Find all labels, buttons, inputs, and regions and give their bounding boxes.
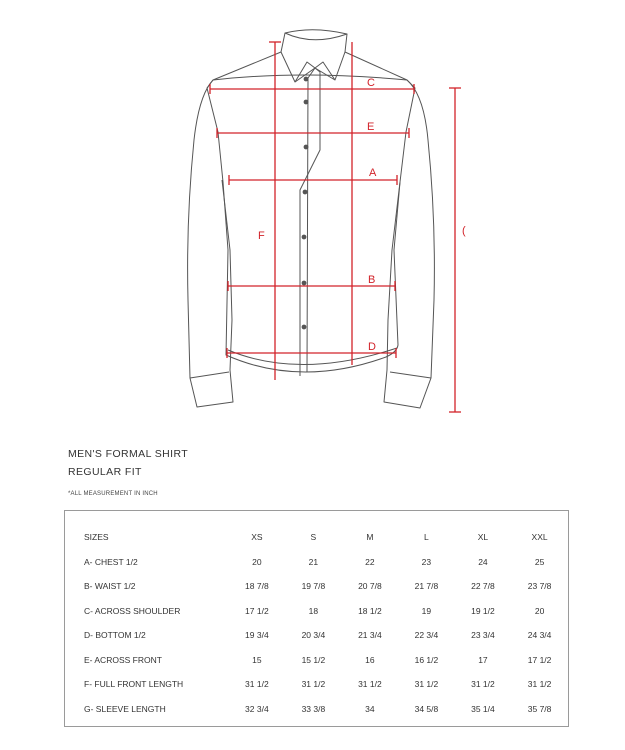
measurement-label: E- ACROSS FRONT: [84, 654, 162, 665]
measurement-value: 24 3/4: [527, 630, 552, 641]
measurement-value: 20 7/8: [358, 581, 382, 592]
measurement-value: 20: [534, 605, 545, 616]
table-header-row: [65, 525, 568, 550]
button: [303, 190, 308, 195]
measurement-value: 19: [421, 605, 432, 616]
measurement-value: 31 1/2: [358, 679, 382, 690]
table-row: [65, 550, 568, 575]
measurement-value: 18: [308, 605, 319, 616]
measurement-value: 18 7/8: [245, 581, 269, 592]
shirt-body: [207, 52, 415, 372]
label-a: A: [369, 167, 377, 179]
button: [304, 77, 309, 82]
size-header: XS: [251, 532, 263, 543]
measurement-value: 21 7/8: [414, 581, 439, 592]
table-row: [65, 648, 568, 673]
size-chart: [64, 510, 569, 727]
table-row: [65, 672, 568, 697]
table-row: [65, 574, 568, 599]
placket-edge: [307, 68, 315, 372]
collar: [281, 30, 347, 82]
measurement-value: 22 3/4: [414, 630, 439, 641]
measurement-value: 23 3/4: [471, 630, 495, 641]
size-header: XL: [477, 532, 489, 543]
measurement-value: 15 1/2: [301, 654, 326, 665]
measurement-label: A- CHEST 1/2: [84, 556, 138, 567]
table-row: [65, 623, 568, 648]
size-header: M: [366, 532, 374, 543]
left-cuff: [190, 372, 229, 378]
measurement-label: C- ACROSS SHOULDER: [84, 605, 181, 616]
label-c: C: [367, 77, 375, 89]
measurement-value: 19 3/4: [245, 630, 269, 641]
size-table: [65, 525, 568, 721]
button: [304, 145, 309, 150]
product-title: MEN'S FORMAL SHIRT: [68, 448, 189, 460]
measurement-value: 25: [534, 556, 545, 567]
measurement-value: 31 1/2: [245, 679, 269, 690]
measurement-value: 15: [252, 654, 262, 665]
button: [302, 325, 307, 330]
measurement-note: *ALL MEASUREMENT IN INCH: [68, 491, 158, 497]
measurement-value: 31 1/2: [301, 679, 326, 690]
measurement-value: 19 7/8: [301, 581, 326, 592]
measurement-value: 21 3/4: [358, 630, 382, 641]
label-e: E: [367, 121, 375, 133]
measurement-value: 23: [421, 556, 432, 567]
measurement-value: 17 1/2: [245, 605, 269, 616]
measurement-value: 31 1/2: [414, 679, 439, 690]
collar-band: [285, 33, 347, 40]
measurement-value: 20: [252, 556, 262, 567]
sizes-header: SIZES: [84, 532, 109, 543]
measurement-value: 31 1/2: [471, 679, 495, 690]
shirt-outline: [188, 30, 435, 408]
measurement-value: 22 7/8: [471, 581, 495, 592]
left-sleeve: [188, 80, 233, 407]
measurement-label: B- WAIST 1/2: [84, 581, 136, 592]
measurement-label: D- BOTTOM 1/2: [84, 630, 146, 641]
measurement-value: 34 5/8: [414, 703, 439, 714]
measurement-value: 18 1/2: [358, 605, 382, 616]
table-row: [65, 599, 568, 624]
button: [302, 235, 307, 240]
measurement-value: 23 7/8: [527, 581, 552, 592]
fit-label: REGULAR FIT: [68, 466, 142, 478]
measurement-value: 16 1/2: [414, 654, 439, 665]
measurement-value: 22: [365, 556, 375, 567]
measurement-value: 17 1/2: [527, 654, 552, 665]
table-row: [65, 697, 568, 722]
placket: [300, 68, 320, 376]
measurement-labels: [258, 77, 466, 353]
collar-inner: [295, 62, 335, 82]
measurement-value: 19 1/2: [471, 605, 495, 616]
measurement-value: 24: [478, 556, 488, 567]
size-header: L: [424, 532, 429, 543]
measurement-label: F- FULL FRONT LENGTH: [84, 679, 184, 690]
measurement-value: 32 3/4: [245, 703, 269, 714]
size-header: XXL: [531, 532, 548, 543]
measurement-value: 33 3/8: [301, 703, 326, 714]
label-f: F: [258, 230, 265, 242]
measurement-value: 34: [365, 703, 375, 714]
measurement-value: 35 1/4: [471, 703, 495, 714]
measurement-value: 20 3/4: [301, 630, 326, 641]
measurement-value: 31 1/2: [527, 679, 552, 690]
label-b: B: [368, 274, 376, 286]
measurement-value: 35 7/8: [527, 703, 552, 714]
measurement-value: 21: [308, 556, 319, 567]
label-g: (: [462, 225, 466, 237]
right-cuff: [390, 372, 431, 378]
button: [302, 281, 307, 286]
measurement-value: 16: [365, 654, 375, 665]
size-header: S: [310, 532, 317, 543]
measurement-label: G- SLEEVE LENGTH: [84, 703, 166, 714]
label-d: D: [368, 341, 376, 353]
measurement-value: 17: [478, 654, 488, 665]
button: [304, 100, 309, 105]
